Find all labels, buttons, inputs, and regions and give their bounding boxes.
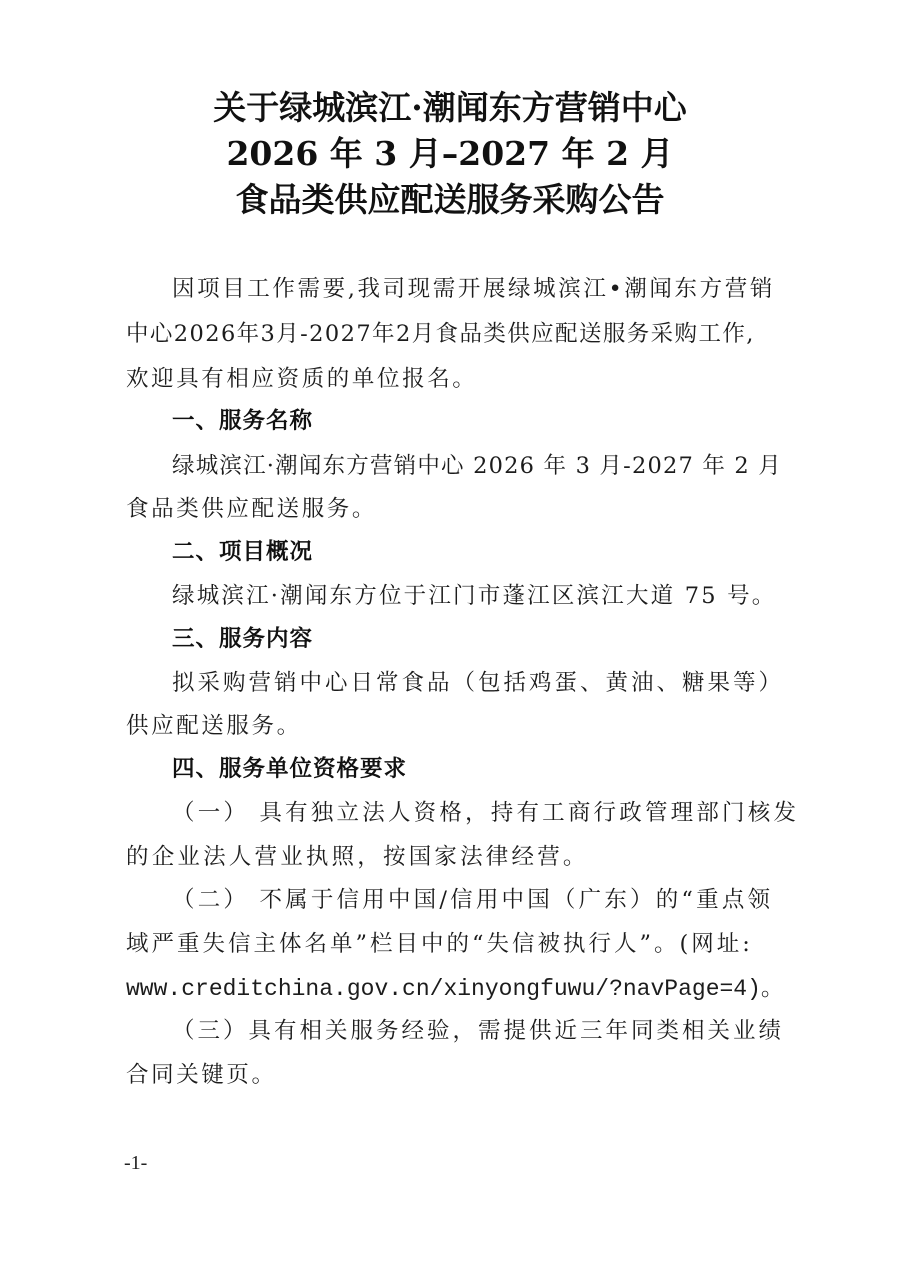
intro-line-3: 欢迎具有相应资质的单位报名。	[126, 366, 478, 392]
intro-line-1: 因项目工作需要,我司现需开展绿城滨江•潮闻东方营销	[172, 276, 775, 302]
section-3-line-2: 供应配送服务。	[126, 713, 302, 739]
document-title	[0, 84, 900, 222]
title-line-3: 食品类供应配送服务采购公告	[235, 180, 665, 219]
qualification-3-line-2: 合同关键页。	[126, 1062, 277, 1088]
intro-line-2: 中心2026年3月-2027年2月食品类供应配送服务采购工作,	[126, 321, 755, 347]
title-line-2: 2026 年 3 月–2027 年 2 月	[226, 134, 674, 173]
qualification-2-url-line: www.creditchina.gov.cn/xinyongfuwu/?navPage=4)。	[126, 976, 784, 1002]
section-1-line-2: 食品类供应配送服务。	[126, 496, 378, 522]
section-heading-service-name: 一、服务名称	[172, 408, 314, 434]
section-3-line-1: 拟采购营销中心日常食品（包括鸡蛋、黄油、糖果等）	[172, 670, 785, 696]
section-1-line-1: 绿城滨江·潮闻东方营销中心 2026 年 3 月-2027 年 2 月	[172, 453, 782, 479]
section-heading-service-content: 三、服务内容	[172, 626, 314, 652]
title-line-1: 关于绿城滨江·潮闻东方营销中心	[213, 88, 687, 127]
section-2-line-1: 绿城滨江·潮闻东方位于江门市蓬江区滨江大道 75 号。	[172, 583, 777, 609]
qualification-2-line-1: （二） 不属于信用中国/信用中国（广东）的“重点领	[172, 887, 774, 913]
qualification-1-line-2: 的企业法人营业执照，按国家法律经营。	[126, 844, 589, 870]
qualification-1-line-1: （一） 具有独立法人资格，持有工商行政管理部门核发	[172, 800, 800, 826]
qualification-3-line-1: （三）具有相关服务经验，需提供近三年同类相关业绩	[172, 1018, 785, 1044]
section-heading-project-overview: 二、项目概况	[172, 539, 314, 565]
page-number: -1-	[124, 1152, 148, 1174]
section-heading-qualifications: 四、服务单位资格要求	[172, 756, 408, 782]
qualification-2-line-2: 域严重失信主体名单”栏目中的“失信被执行人”。(网址:	[126, 931, 753, 957]
